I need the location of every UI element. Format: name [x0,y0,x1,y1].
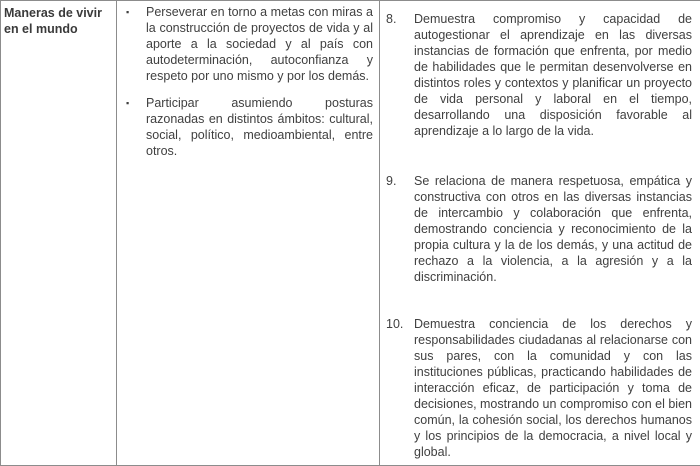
list-item [125,95,373,159]
bullet-text: Perseverar en torno a metas con miras a la construcción de proyectos de vida y al aporte a la sociedad y al país con autodeterminación, autoconfianza y respeto por uno mismo y por los demás. [146,5,373,83]
square-bullet-icon: ▪ [126,7,130,17]
category-label-cell [1,1,117,466]
table-row [1,1,700,466]
list-item [386,11,692,139]
category-label: Maneras de vivir en el mundo [4,6,102,36]
item-number: 8. [386,12,397,26]
list-item [125,4,373,84]
bullet-text: Participar asumiendo posturas razonadas en distintos ámbitos: cultural, social, político, medioambiental, entre otros. [146,96,373,158]
numbered-list [386,11,692,460]
square-bullet-icon: ▪ [126,98,130,108]
list-item [386,173,692,285]
item-text: Demuestra compromiso y capacidad de autogestionar el aprendizaje en las diversas instancias de formación que enfrenta, por medio de habilidades que le permitan desenvolverse en distintos roles y contextos y planificar un proyecto de vida personal y laboral en el tiempo, desarrollando una disposición favorable al aprendizaje a lo largo de la vida. [414,12,692,138]
item-text: Demuestra conciencia de los derechos y responsabilidades ciudadanas al relacionarse con sus pares, con la comunidad y con las instituciones públicas, practicando habilidades de interacción eficaz, de participación y toma de decisiones, mostrando un compromiso con el bien común, la cohesión social, los derechos humanos y los principios de la democracia, a nivel local y global. [414,317,692,459]
item-text: Se relaciona de manera respetuosa, empática y constructiva con otros en las diversas instancias de intercambio y colaboración que enfrenta, demostrando conciencia y reconocimiento de la propia cultura y la de los demás, y una actitud de rechazo a la violencia, a la agresión y a la discriminación. [414,174,692,284]
numbered-cell [380,1,700,466]
bullet-list [125,4,373,159]
item-number: 9. [386,174,397,188]
bullet-cell [117,1,380,466]
list-item [386,316,692,460]
item-number: 10. [386,317,404,331]
